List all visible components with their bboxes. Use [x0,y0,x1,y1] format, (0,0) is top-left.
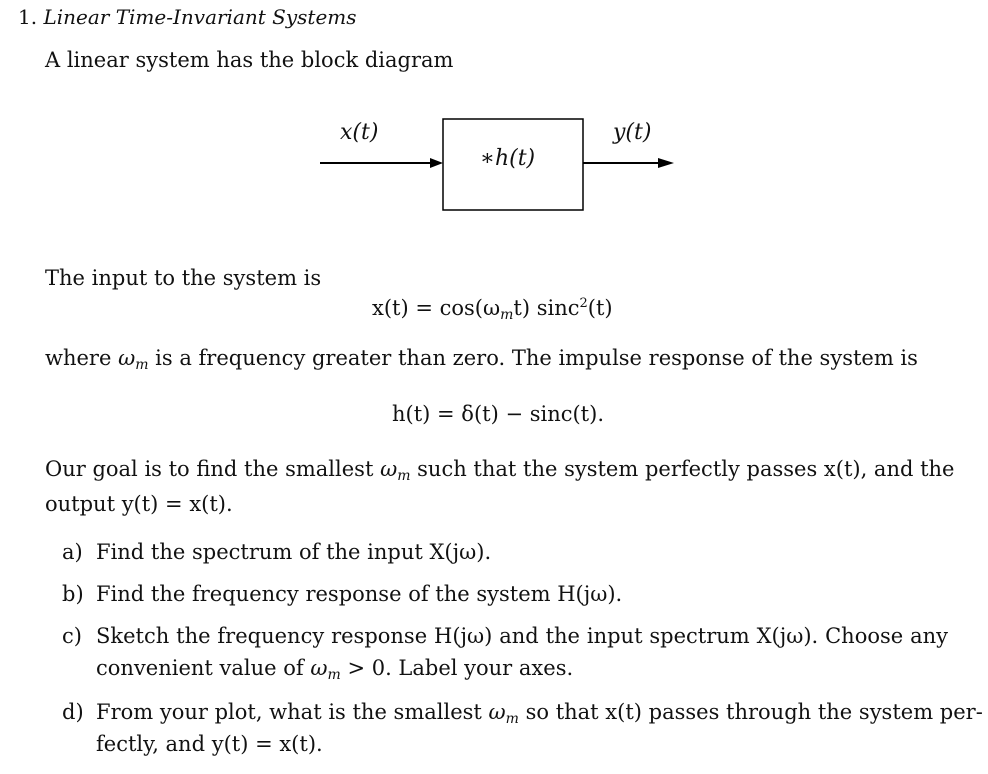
impulse-equation: h(t) = δ(t) − sinc(t). [392,402,604,426]
eq-input-sup: 2 [579,296,588,311]
where-pre: where [45,346,119,370]
item-c-pre: convenient value of [96,656,311,680]
omega-symbol: ω [118,346,136,370]
section-title: Linear Time-Invariant Systems [43,5,357,29]
eq-input-lhs: x(t) = cos(ω [372,296,501,320]
block-label: ∗h(t) [480,146,536,171]
output-signal-label: y(t) [613,120,652,145]
item-c-post: > 0. Label your axes. [340,656,574,680]
item-a-label: a) [62,540,83,564]
item-c-label: c) [62,624,82,648]
input-intro: The input to the system is [45,266,322,290]
goal-pre: Our goal is to find the smallest [45,457,381,481]
input-equation [372,296,613,323]
eq-input-end: (t) [587,296,613,320]
item-d-line-2: fectly, and y(t) = x(t). [96,732,323,756]
item-d-omega: ω [488,700,506,724]
item-c-line-1: Sketch the frequency response H(jω) and the input spectrum X(jω). Choose any [96,624,948,648]
intro-text: A linear system has the block diagram [45,48,454,72]
item-c-line-2 [96,656,573,683]
input-arrowhead [430,158,443,168]
eq-input-mid: t) sinc [513,296,580,320]
goal-post: such that the system perfectly passes x(t), and the [410,457,955,481]
item-b-label: b) [62,582,84,606]
item-a-text: Find the spectrum of the input X(jω). [96,540,492,564]
goal-omega-sub: m [397,468,411,484]
output-arrowhead [658,158,674,168]
input-signal-label: x(t) [340,120,379,145]
where-line [45,341,918,382]
item-d-post: so that x(t) passes through the system per- [518,700,983,724]
item-b-text: Find the frequency response of the system H(jω). [96,582,623,606]
goal-line-2: output y(t) = x(t). [45,492,233,516]
section-number: 1. [18,5,38,29]
goal-omega: ω [380,457,398,481]
item-c-omega: ω [310,656,328,680]
section-heading [18,5,357,29]
item-d-line-1 [96,700,983,727]
item-d-omega-sub: m [505,711,519,727]
item-d-label: d) [62,700,84,724]
omega-sub: m [135,357,149,373]
item-d-pre: From your plot, what is the smallest [96,700,489,724]
eq-input-sub: m [500,307,514,323]
where-post: is a frequency greater than zero. The impulse response of the system is [148,346,918,370]
item-c-omega-sub: m [327,667,341,683]
